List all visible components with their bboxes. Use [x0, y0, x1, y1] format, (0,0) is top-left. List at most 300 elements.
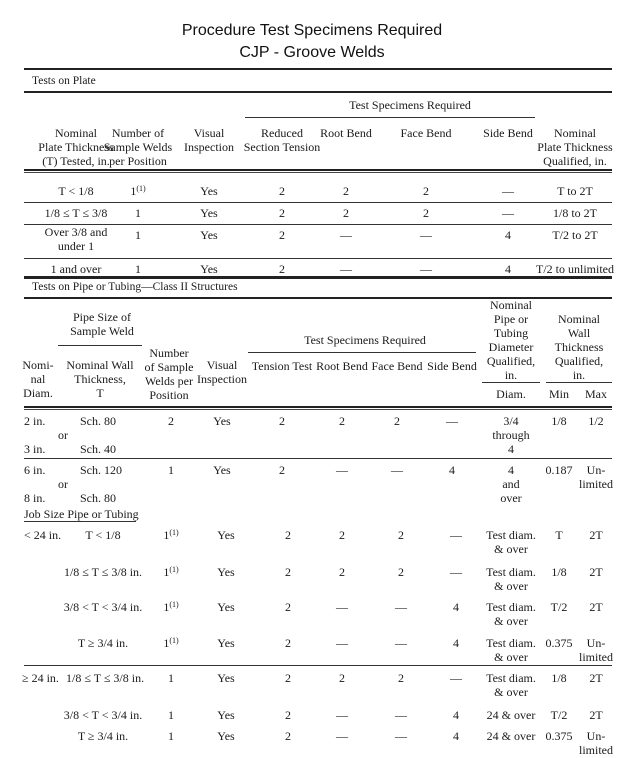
- cell-tension-text: 2: [285, 528, 291, 542]
- cell-diameter-qualified-text: 3/4: [503, 414, 519, 428]
- header-side-bend: [480, 126, 536, 140]
- footnote-marker: (1): [136, 184, 146, 193]
- cell-visual-text: Yes: [217, 528, 235, 542]
- header-sample-welds: [102, 126, 174, 168]
- cell-tension: [256, 528, 320, 542]
- cell-or-text: or: [58, 428, 68, 442]
- header-visual-inspection-text: Visual: [193, 126, 225, 140]
- cell-visual-text: Yes: [217, 565, 235, 579]
- header-visual-inspection-text: Inspection: [184, 140, 234, 154]
- header-sample-welds-text: per Position: [109, 154, 167, 168]
- cell-plate-thickness-text: under 1: [57, 239, 95, 253]
- cell-visual-text: Yes: [200, 262, 218, 276]
- header-thickness-qualified: [532, 126, 618, 168]
- cell-face-bend-text: 2: [398, 671, 404, 685]
- header-diameter-qualified-text: Qualified,: [486, 354, 536, 368]
- cell-face-bend-text: 2: [398, 528, 404, 542]
- cell-diameter-qualified-text: Test diam.: [486, 636, 536, 650]
- header-reduced-section-tension: [240, 126, 324, 154]
- cell-max-text: 2T: [589, 671, 603, 685]
- cell-wall: [56, 636, 150, 650]
- cell-max: [576, 708, 616, 722]
- cell-max-text: 2T: [589, 565, 603, 579]
- cell-sample-welds-text: 1: [135, 228, 141, 242]
- cell-face-bend-text: —: [391, 463, 403, 477]
- cell-diameter-qualified-text: & over: [494, 685, 528, 699]
- cell-qualified: [532, 184, 618, 198]
- cell-tension: [256, 565, 320, 579]
- cell-root-bend: [316, 636, 368, 650]
- header-thickness-qualified-text: Plate Thickness: [537, 140, 613, 154]
- cell-tension: [256, 708, 320, 722]
- cell-sample-welds-text: 1: [163, 565, 170, 579]
- cell-sample-welds: [146, 708, 196, 722]
- cell-tension: [256, 636, 320, 650]
- cell-min-text: 0.187: [545, 463, 573, 477]
- cell-wall: [56, 708, 150, 722]
- cell-min: [542, 671, 576, 685]
- cell-max: [576, 729, 616, 757]
- cell-root-bend: [316, 463, 368, 477]
- cell-face-bend: [390, 184, 462, 198]
- cell-side-bend-text: 4: [505, 228, 511, 242]
- rule: [24, 169, 612, 171]
- cell-min: [542, 600, 576, 614]
- header-face-bend-text: Face Bend: [371, 359, 423, 373]
- cell-max: [576, 414, 616, 428]
- header-sample-welds: [144, 346, 194, 402]
- header-thickness-text: Plate Thickness: [38, 140, 114, 154]
- cell-min: [542, 636, 576, 650]
- header-pipe-size-group: [58, 310, 146, 338]
- footnote-marker: (1): [169, 600, 179, 609]
- cell-min-text: 0.375: [545, 729, 573, 743]
- cell-max: [576, 528, 616, 542]
- cell-qualified-text: T/2 to unlimited: [536, 262, 614, 276]
- cell-diameter-qualified: [480, 414, 542, 456]
- cell-face-bend: [372, 528, 430, 542]
- cell-visual: [178, 206, 240, 220]
- header-visual-inspection-text: Inspection: [197, 372, 247, 386]
- cell-face-bend: [390, 262, 462, 276]
- cell-wall: [56, 565, 150, 579]
- cell-visual: [198, 600, 254, 614]
- cell-sample-welds: [102, 184, 174, 198]
- cell-face-bend-text: —: [395, 636, 407, 650]
- cell-sample-welds-text: 1: [130, 184, 137, 198]
- cell-visual-text: Yes: [217, 600, 235, 614]
- pipe-section-label: Tests on Pipe or Tubing—Class II Structures: [32, 281, 238, 293]
- cell-sample-welds-text: 1: [163, 636, 170, 650]
- cell-sample-welds: [102, 206, 174, 220]
- cell-or: [58, 477, 78, 491]
- cell-root-bend: [316, 414, 368, 428]
- cell-root-bend: [316, 729, 368, 743]
- header-thickness-text: Nominal: [55, 126, 97, 140]
- header-diameter-qualified-text: in.: [504, 368, 518, 382]
- header-wall-thickness-qualified-text: Wall: [567, 326, 591, 340]
- cell-visual: [194, 414, 250, 428]
- cell-visual: [198, 708, 254, 722]
- header-thickness-text: (T) Tested, in.: [42, 154, 110, 168]
- header-min-text: Min: [548, 387, 569, 401]
- cell-visual-text: Yes: [217, 729, 235, 743]
- job-size-label: [24, 507, 164, 521]
- header-nominal-diameter: [20, 358, 56, 400]
- cell-face-bend-text: 2: [423, 206, 429, 220]
- cell-sample-welds: [146, 600, 196, 614]
- cell-root-bend-text: —: [336, 708, 348, 722]
- cell-side-bend: [428, 708, 484, 722]
- rule: [24, 258, 612, 259]
- cell-tension: [250, 414, 314, 428]
- cell-tension: [240, 228, 324, 242]
- cell-wall: [80, 491, 140, 505]
- rule: [24, 406, 612, 408]
- header-wall-thickness-qualified: [542, 312, 616, 382]
- cell-root-bend: [318, 206, 374, 220]
- header-wall-thickness-qualified-text: in.: [572, 368, 586, 382]
- cell-wall-text: T ≥ 3/4 in.: [77, 729, 129, 743]
- cell-side-bend: [428, 565, 484, 579]
- cell-face-bend: [372, 636, 430, 650]
- cell-sample-welds: [146, 463, 196, 477]
- cell-sample-welds-text: 2: [168, 414, 174, 428]
- cell-face-bend-text: —: [420, 228, 432, 242]
- header-pipe-size-group-text: Pipe Size of: [73, 310, 131, 324]
- footnote-marker: (1): [169, 636, 179, 645]
- header-face-bend-text: Face Bend: [400, 126, 452, 140]
- cell-min-text: 1/8: [551, 414, 567, 428]
- cell-root-bend: [316, 565, 368, 579]
- cell-tension-text: 2: [279, 184, 285, 198]
- header-visual-inspection: [194, 358, 250, 386]
- cell-side-bend-text: —: [450, 565, 462, 579]
- cell-tension: [256, 671, 320, 685]
- cell-tension-text: 2: [279, 463, 285, 477]
- cell-diameter-qualified: [480, 565, 542, 593]
- cell-diameter-qualified: [480, 600, 542, 628]
- rule: [24, 172, 612, 173]
- rule: [24, 68, 612, 70]
- header-sample-welds-text: Sample Welds: [103, 140, 173, 154]
- cell-diameter-text: 3 in.: [24, 442, 46, 456]
- cell-max: [576, 600, 616, 614]
- cell-side-bend: [480, 206, 536, 220]
- cell-diameter-qualified-text: and: [502, 477, 520, 491]
- cell-diameter-qualified-text: through: [492, 428, 530, 442]
- cell-face-bend: [372, 600, 430, 614]
- cell-wall-text: Sch. 80: [80, 414, 116, 428]
- cell-diameter-qualified-text: & over: [494, 614, 528, 628]
- cell-max-text: limited: [579, 650, 613, 664]
- cell-diameter-qualified-text: 4: [508, 463, 514, 477]
- cell-side-bend-text: 4: [449, 463, 455, 477]
- cell-side-bend: [428, 528, 484, 542]
- cell-sample-welds: [146, 671, 196, 685]
- header-min: [542, 387, 576, 401]
- rule: [24, 458, 612, 459]
- cell-diameter-text: < 24 in.: [24, 528, 62, 542]
- cell-side-bend-text: —: [502, 206, 514, 220]
- cell-max-text: 2T: [589, 600, 603, 614]
- cell-sample-welds-text: 1: [168, 729, 174, 743]
- cell-side-bend-text: 4: [453, 708, 459, 722]
- cell-wall-text: 1/8 ≤ T ≤ 3/8 in.: [63, 565, 143, 579]
- cell-sample-welds-text: 1: [135, 206, 141, 220]
- cell-face-bend-text: —: [395, 600, 407, 614]
- cell-tension: [240, 184, 324, 198]
- cell-visual-text: Yes: [217, 671, 235, 685]
- cell-min: [542, 565, 576, 579]
- cell-wall-text: T < 1/8: [85, 528, 121, 542]
- header-sample-welds-text: of Sample: [144, 360, 194, 374]
- cell-max-text: Un-: [586, 463, 606, 477]
- cell-diameter-qualified-text: Test diam.: [486, 671, 536, 685]
- cell-tension-text: 2: [285, 671, 291, 685]
- header-max: [576, 387, 616, 401]
- cell-plate-thickness-text: 1/8 ≤ T ≤ 3/8: [44, 206, 108, 220]
- header-diam-sub-text: Diam.: [496, 387, 526, 401]
- cell-sample-welds: [146, 565, 196, 579]
- header-test-specimens-group: [250, 333, 480, 347]
- cell-visual: [178, 228, 240, 242]
- cell-visual-text: Yes: [200, 228, 218, 242]
- cell-qualified: [532, 262, 618, 276]
- cell-max-text: limited: [579, 743, 613, 757]
- cell-root-bend-text: —: [336, 729, 348, 743]
- plate-group-header: Test Specimens Required: [349, 98, 471, 112]
- cell-side-bend: [428, 636, 484, 650]
- cell-visual: [198, 528, 254, 542]
- header-nominal-diameter-text: nal: [30, 372, 46, 386]
- cell-face-bend-text: —: [395, 729, 407, 743]
- cell-diameter-qualified-text: 24 & over: [486, 729, 536, 743]
- cell-visual: [194, 463, 250, 477]
- header-test-specimens-group-text: Test Specimens Required: [304, 333, 426, 347]
- cell-side-bend-text: 4: [505, 262, 511, 276]
- cell-wall: [80, 414, 140, 428]
- rule: [58, 345, 142, 346]
- cell-visual: [178, 184, 240, 198]
- rule: [24, 91, 612, 93]
- cell-min: [542, 708, 576, 722]
- cell-wall: [56, 600, 150, 614]
- cell-diameter-text: ≥ 24 in.: [22, 671, 59, 685]
- cell-min-text: 1/8: [551, 671, 567, 685]
- cell-face-bend-text: 2: [423, 184, 429, 198]
- cell-max-text: Un-: [586, 729, 606, 743]
- cell-side-bend-text: —: [446, 414, 458, 428]
- group-rule: [245, 117, 535, 118]
- cell-root-bend-text: 2: [339, 414, 345, 428]
- header-nominal-diameter-text: Nomi-: [22, 358, 54, 372]
- cell-sample-welds: [102, 262, 174, 276]
- cell-plate-thickness-text: Over 3/8 and: [44, 225, 108, 239]
- rule: [24, 276, 612, 279]
- cell-side-bend: [428, 729, 484, 743]
- cell-visual: [198, 729, 254, 743]
- cell-diameter-qualified-text: & over: [494, 579, 528, 593]
- cell-root-bend-text: 2: [339, 671, 345, 685]
- cell-max-text: 1/2: [588, 414, 604, 428]
- cell-visual-text: Yes: [200, 184, 218, 198]
- cell-diameter-qualified-text: over: [500, 491, 522, 505]
- cell-visual-text: Yes: [200, 206, 218, 220]
- cell-diameter-qualified-text: & over: [494, 650, 528, 664]
- header-tension-test: [250, 359, 314, 373]
- header-nominal-wall-thickness-text: T: [96, 386, 104, 400]
- cell-sample-welds-text: 1: [168, 708, 174, 722]
- cell-side-bend-text: 4: [453, 729, 459, 743]
- cell-face-bend: [372, 729, 430, 743]
- cell-diameter-qualified-text: & over: [494, 542, 528, 556]
- cell-diameter-qualified-text: Test diam.: [486, 600, 536, 614]
- cell-max: [576, 671, 616, 685]
- cell-min: [542, 528, 576, 542]
- header-sample-welds-text: Welds per: [144, 374, 194, 388]
- cell-min-text: T/2: [550, 708, 568, 722]
- cell-side-bend: [480, 262, 536, 276]
- header-thickness-qualified-text: Nominal: [554, 126, 596, 140]
- rule: [24, 202, 612, 203]
- document-title: Procedure Test Specimens Required: [181, 22, 443, 39]
- header-root-bend: [316, 359, 368, 373]
- cell-wall-text: Sch. 80: [80, 491, 116, 505]
- cell-diameter-qualified-text: 24 & over: [486, 708, 536, 722]
- header-diameter-qualified: [480, 298, 542, 382]
- cell-tension: [250, 463, 314, 477]
- cell-diameter-qualified-text: 4: [508, 442, 514, 456]
- cell-diameter: [24, 414, 64, 428]
- cell-wall-text: 1/8 ≤ T ≤ 3/8 in.: [66, 671, 145, 685]
- cell-sample-welds-text: 1: [168, 463, 174, 477]
- cell-face-bend: [390, 228, 462, 242]
- cell-diameter: [24, 442, 64, 456]
- header-side-bend: [424, 359, 480, 373]
- cell-wall: [80, 442, 140, 456]
- cell-visual-text: Yes: [213, 414, 231, 428]
- cell-face-bend: [372, 671, 430, 685]
- cell-root-bend-text: —: [336, 636, 348, 650]
- cell-face-bend: [372, 565, 430, 579]
- cell-tension: [240, 206, 324, 220]
- cell-face-bend: [368, 414, 426, 428]
- cell-diameter-qualified: [480, 636, 542, 664]
- cell-plate-thickness-text: T < 1/8: [58, 184, 94, 198]
- header-reduced-section-tension-text: Reduced: [261, 126, 303, 140]
- cell-face-bend: [368, 463, 426, 477]
- cell-max: [576, 565, 616, 579]
- cell-wall-text: T ≥ 3/4 in.: [77, 636, 129, 650]
- cell-max: [576, 636, 616, 664]
- header-diameter-qualified-text: Nominal: [490, 298, 532, 312]
- header-side-bend-text: Side Bend: [427, 359, 477, 373]
- cell-max: [576, 463, 616, 491]
- header-sample-welds-text: Position: [149, 388, 189, 402]
- cell-face-bend-text: 2: [398, 565, 404, 579]
- cell-side-bend: [480, 184, 536, 198]
- cell-qualified-text: T/2 to 2T: [552, 228, 598, 242]
- cell-side-bend: [428, 600, 484, 614]
- cell-tension: [240, 262, 324, 276]
- cell-tension: [256, 729, 320, 743]
- cell-diameter-qualified: [480, 671, 542, 699]
- cell-face-bend: [390, 206, 462, 220]
- header-nominal-wall-thickness-text: Thickness,: [74, 372, 126, 386]
- cell-min-text: 1/8: [551, 565, 567, 579]
- cell-diameter-qualified-text: Test diam.: [486, 528, 536, 542]
- cell-min: [542, 463, 576, 477]
- cell-root-bend: [318, 228, 374, 242]
- cell-diameter: [24, 491, 64, 505]
- cell-qualified: [532, 228, 618, 242]
- cell-tension-text: 2: [279, 206, 285, 220]
- header-thickness-qualified-text: Qualified, in.: [543, 154, 607, 168]
- cell-diameter-text: 6 in.: [24, 463, 46, 477]
- job-size-label-text: Job Size Pipe or Tubing: [24, 507, 139, 521]
- cell-plate-thickness-text: 1 and over: [50, 262, 102, 276]
- cell-root-bend: [316, 528, 368, 542]
- cell-min-text: T/2: [550, 600, 568, 614]
- header-visual-inspection-text: Visual: [206, 358, 238, 372]
- cell-max-text: 2T: [589, 528, 603, 542]
- cell-min-text: T: [555, 528, 563, 542]
- header-sample-welds-text: Number of: [111, 126, 165, 140]
- cell-root-bend: [316, 671, 368, 685]
- header-nominal-wall-thickness: [58, 358, 142, 400]
- cell-tension-text: 2: [279, 414, 285, 428]
- cell-max-text: limited: [579, 477, 613, 491]
- header-wall-thickness-qualified-text: Qualified,: [554, 354, 604, 368]
- cell-visual-text: Yes: [217, 636, 235, 650]
- cell-sample-welds: [102, 228, 174, 242]
- header-diameter-qualified-text: Diameter: [488, 340, 534, 354]
- cell-side-bend-text: —: [450, 671, 462, 685]
- cell-diameter-qualified-text: Test diam.: [486, 565, 536, 579]
- header-reduced-section-tension-text: Section Tension: [243, 140, 321, 154]
- header-max-text: Max: [585, 387, 607, 401]
- cell-sample-welds-text: 1: [135, 262, 141, 276]
- rule: [248, 352, 476, 353]
- cell-min-text: 0.375: [545, 636, 573, 650]
- cell-diameter-text: 8 in.: [24, 491, 46, 505]
- cell-root-bend-text: —: [340, 228, 352, 242]
- cell-or-text: or: [58, 477, 68, 491]
- footnote-marker: (1): [169, 565, 179, 574]
- cell-sample-welds-text: 1: [163, 528, 170, 542]
- cell-min: [542, 414, 576, 428]
- plate-section-label: Tests on Plate: [32, 75, 96, 87]
- footnote-marker: (1): [169, 528, 179, 537]
- header-nominal-diameter-text: Diam.: [23, 386, 53, 400]
- cell-side-bend-text: —: [502, 184, 514, 198]
- cell-wall: [80, 463, 140, 477]
- header-root-bend: [318, 126, 374, 140]
- rule: [24, 521, 136, 522]
- cell-wall-text: Sch. 120: [80, 463, 122, 477]
- header-face-bend: [390, 126, 462, 140]
- header-side-bend-text: Side Bend: [483, 126, 533, 140]
- cell-max-text: Un-: [586, 636, 606, 650]
- header-face-bend: [368, 359, 426, 373]
- cell-sample-welds-text: 1: [168, 671, 174, 685]
- cell-root-bend-text: —: [336, 600, 348, 614]
- cell-root-bend: [316, 600, 368, 614]
- cell-diameter: [22, 671, 66, 685]
- rule: [24, 409, 612, 410]
- cell-tension-text: 2: [279, 262, 285, 276]
